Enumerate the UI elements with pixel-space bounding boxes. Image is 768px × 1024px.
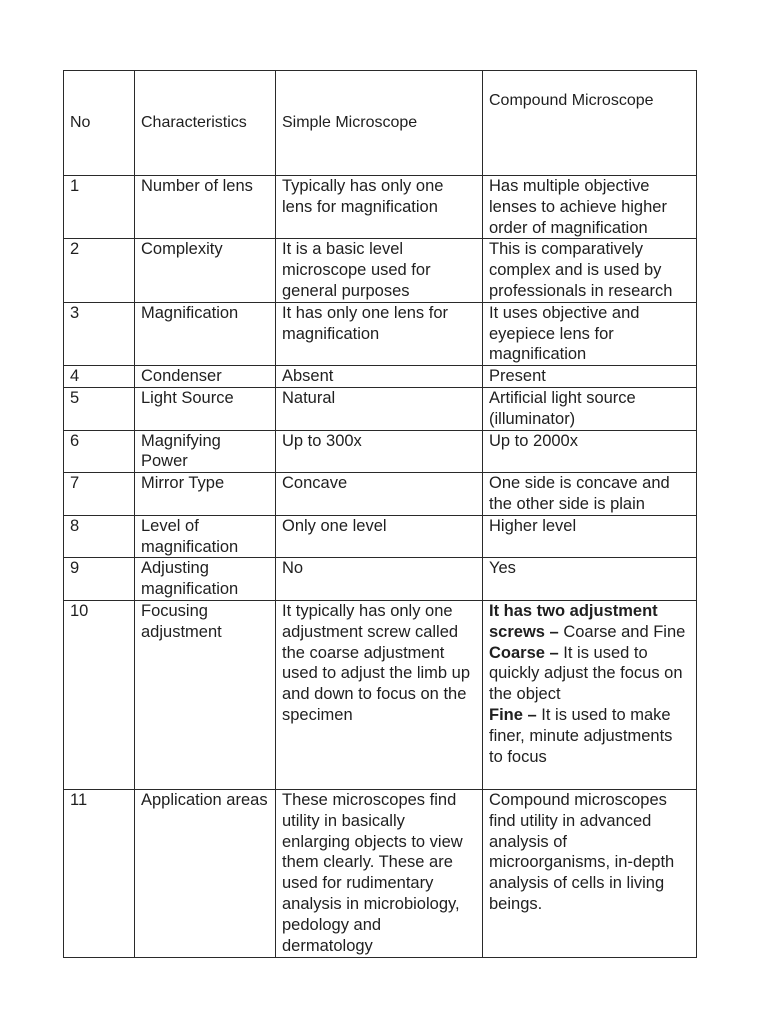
- row-compound: Higher level: [483, 515, 697, 558]
- focusing-intro-rest: Coarse and Fine: [558, 622, 686, 641]
- row-number: 11: [64, 789, 135, 957]
- row-simple: It is a basic level microscope used for general purposes: [276, 239, 483, 302]
- row-characteristic: Number of lens: [135, 176, 276, 239]
- row-simple: Typically has only one lens for magnification: [276, 176, 483, 239]
- row-simple: Natural: [276, 387, 483, 430]
- focusing-fine-rest: It is used to make finer, minute adjustments to focus: [489, 705, 673, 766]
- row-number: 10: [64, 600, 135, 789]
- row-simple: Up to 300x: [276, 430, 483, 473]
- row-compound: This is comparatively complex and is used by professionals in research: [483, 239, 697, 302]
- row-compound: Yes: [483, 558, 697, 601]
- header-no: No: [64, 71, 135, 176]
- row-number: 3: [64, 302, 135, 365]
- header-simple-microscope: Simple Microscope: [276, 71, 483, 176]
- row-number: 4: [64, 366, 135, 388]
- row-characteristic: Light Source: [135, 387, 276, 430]
- table-row: [64, 473, 697, 516]
- row-characteristic: Level of magnification: [135, 515, 276, 558]
- table-body: [64, 176, 697, 958]
- header-characteristics: Characteristics: [135, 71, 276, 176]
- row-compound: Artificial light source (illuminator): [483, 387, 697, 430]
- row-simple: It has only one lens for magnification: [276, 302, 483, 365]
- row-compound: Compound microscopes find utility in advanced analysis of microorganisms, in-depth analysis of cells in living beings.: [483, 789, 697, 957]
- row-characteristic: Focusing adjustment: [135, 600, 276, 789]
- table-row: [64, 515, 697, 558]
- row-number: 2: [64, 239, 135, 302]
- table-row: [64, 387, 697, 430]
- comparison-table: [63, 70, 697, 958]
- row-simple: Only one level: [276, 515, 483, 558]
- table-row: [64, 558, 697, 601]
- row-simple: It typically has only one adjustment screw called the coarse adjustment used to adjust the limb up and down to focus on the specimen: [276, 600, 483, 789]
- row-compound: Has multiple objective lenses to achieve higher order of magnification: [483, 176, 697, 239]
- focusing-intro-bold: It has two adjustment screws –: [489, 601, 658, 641]
- table-row: [64, 239, 697, 302]
- table-row: [64, 600, 697, 789]
- table-row: [64, 366, 697, 388]
- row-simple: Absent: [276, 366, 483, 388]
- focusing-fine: [489, 705, 690, 767]
- row-characteristic: Magnifying Power: [135, 430, 276, 473]
- focusing-fine-bold: Fine –: [489, 705, 537, 724]
- row-characteristic: Adjusting magnification: [135, 558, 276, 601]
- row-number: 9: [64, 558, 135, 601]
- row-number: 8: [64, 515, 135, 558]
- focusing-coarse-rest: It is used to quickly adjust the focus on the object: [489, 643, 683, 704]
- row-compound: It uses objective and eyepiece lens for magnification: [483, 302, 697, 365]
- row-number: 5: [64, 387, 135, 430]
- row-compound: One side is concave and the other side is plain: [483, 473, 697, 516]
- table-row: [64, 430, 697, 473]
- table-row: [64, 176, 697, 239]
- row-simple: These microscopes find utility in basically enlarging objects to view them clearly. These are used for rudimentary analysis in microbiology, pedology and dermatology: [276, 789, 483, 957]
- row-characteristic: Application areas: [135, 789, 276, 957]
- table-header: [64, 71, 697, 176]
- row-compound: Up to 2000x: [483, 430, 697, 473]
- row-compound: [483, 600, 697, 789]
- row-number: 6: [64, 430, 135, 473]
- focusing-coarse: [489, 643, 690, 705]
- row-characteristic: Complexity: [135, 239, 276, 302]
- row-characteristic: Mirror Type: [135, 473, 276, 516]
- header-row: [64, 71, 697, 176]
- table-row: [64, 789, 697, 957]
- focusing-coarse-bold: Coarse –: [489, 643, 559, 662]
- table-row: [64, 302, 697, 365]
- row-characteristic: Magnification: [135, 302, 276, 365]
- row-number: 1: [64, 176, 135, 239]
- header-compound-microscope: Compound Microscope: [483, 71, 697, 176]
- row-simple: No: [276, 558, 483, 601]
- row-simple: Concave: [276, 473, 483, 516]
- row-compound: Present: [483, 366, 697, 388]
- row-characteristic: Condenser: [135, 366, 276, 388]
- row-number: 7: [64, 473, 135, 516]
- focusing-intro: [489, 601, 690, 643]
